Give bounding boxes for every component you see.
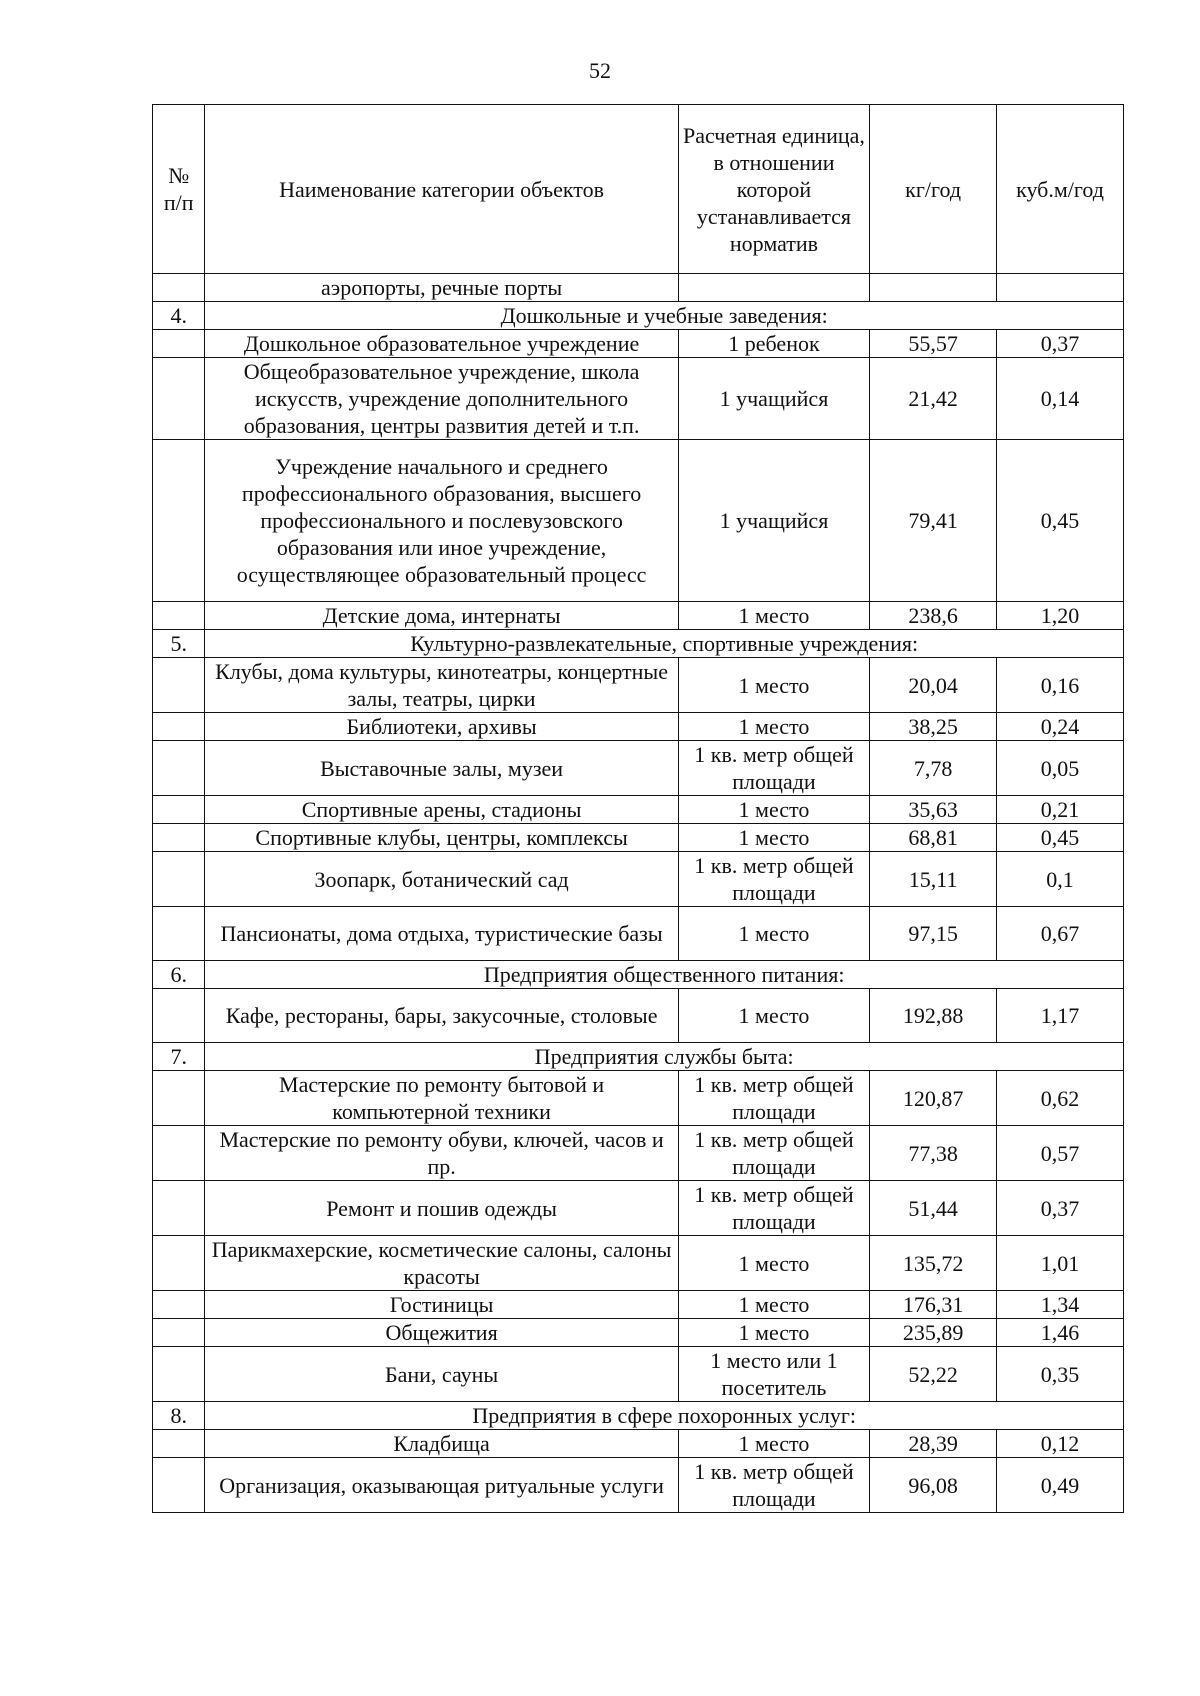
cell-m3: 0,05: [997, 741, 1124, 796]
table-row: [153, 989, 1124, 1043]
header-name: Наименование категории объектов: [205, 105, 678, 274]
table-row: [153, 1291, 1124, 1319]
header-kg: кг/год: [870, 105, 997, 274]
cell-num: [153, 713, 205, 741]
cell-unit: 1 кв. метр общей площади: [678, 741, 869, 796]
cell-unit: 1 кв. метр общей площади: [678, 1126, 869, 1181]
cell-unit: 1 место или 1 посетитель: [678, 1347, 869, 1402]
cell-num: [153, 1319, 205, 1347]
cell-kg: 28,39: [870, 1430, 997, 1458]
cell-kg: 238,6: [870, 602, 997, 630]
table-row: [153, 274, 1124, 302]
cell-name: Мастерские по ремонту обуви, ключей, часов и пр.: [205, 1126, 678, 1181]
cell-num: [153, 1430, 205, 1458]
table-row: [153, 1347, 1124, 1402]
section-row: [153, 630, 1124, 658]
cell-kg: 68,81: [870, 824, 997, 852]
cell-unit: 1 место: [678, 907, 869, 961]
cell-num: [153, 1181, 205, 1236]
table-row: [153, 824, 1124, 852]
table-body: [153, 274, 1124, 1513]
cell-kg: 52,22: [870, 1347, 997, 1402]
cell-num: [153, 274, 205, 302]
cell-m3: [997, 274, 1124, 302]
cell-unit: 1 место: [678, 658, 869, 713]
cell-unit: 1 кв. метр общей площади: [678, 1071, 869, 1126]
cell-m3: 0,45: [997, 440, 1124, 602]
table-row: [153, 658, 1124, 713]
table-row: [153, 440, 1124, 602]
cell-kg: 235,89: [870, 1319, 997, 1347]
cell-num: [153, 796, 205, 824]
section-number: 8.: [153, 1402, 205, 1430]
section-number: 4.: [153, 302, 205, 330]
section-title: Предприятия службы быта:: [205, 1043, 1124, 1071]
section-number: 6.: [153, 961, 205, 989]
cell-m3: 1,01: [997, 1236, 1124, 1291]
header-m3: куб.м/год: [997, 105, 1124, 274]
cell-kg: 21,42: [870, 358, 997, 440]
cell-name: Детские дома, интернаты: [205, 602, 678, 630]
cell-name: Общежития: [205, 1319, 678, 1347]
table-row: [153, 1319, 1124, 1347]
cell-m3: 0,14: [997, 358, 1124, 440]
cell-unit: 1 кв. метр общей площади: [678, 1181, 869, 1236]
cell-unit: 1 место: [678, 713, 869, 741]
table-row: [153, 1126, 1124, 1181]
cell-m3: 1,17: [997, 989, 1124, 1043]
cell-m3: 0,49: [997, 1458, 1124, 1513]
section-row: [153, 302, 1124, 330]
section-number: 5.: [153, 630, 205, 658]
cell-kg: 120,87: [870, 1071, 997, 1126]
cell-num: [153, 852, 205, 907]
page-number: 52: [589, 58, 611, 83]
table-header-row: [153, 105, 1124, 274]
table-row: [153, 796, 1124, 824]
cell-unit: 1 кв. метр общей площади: [678, 852, 869, 907]
cell-kg: 96,08: [870, 1458, 997, 1513]
cell-unit: 1 учащийся: [678, 440, 869, 602]
cell-m3: 0,16: [997, 658, 1124, 713]
cell-m3: 0,35: [997, 1347, 1124, 1402]
section-row: [153, 1043, 1124, 1071]
cell-unit: 1 место: [678, 989, 869, 1043]
section-row: [153, 1402, 1124, 1430]
cell-m3: 0,24: [997, 713, 1124, 741]
cell-name: Учреждение начального и среднего профессионального образования, высшего профессионального и послевузовского образования или иное учреждение, осуществляющее образовательный процесс: [205, 440, 678, 602]
cell-num: [153, 1291, 205, 1319]
cell-num: [153, 602, 205, 630]
cell-unit: 1 кв. метр общей площади: [678, 1458, 869, 1513]
section-row: [153, 961, 1124, 989]
table-row: [153, 358, 1124, 440]
cell-unit: 1 место: [678, 602, 869, 630]
cell-m3: 1,46: [997, 1319, 1124, 1347]
cell-m3: 0,37: [997, 1181, 1124, 1236]
cell-num: [153, 741, 205, 796]
cell-num: [153, 330, 205, 358]
cell-unit: 1 учащийся: [678, 358, 869, 440]
cell-num: [153, 440, 205, 602]
table-row: [153, 713, 1124, 741]
table-row: [153, 1181, 1124, 1236]
cell-unit: 1 место: [678, 1319, 869, 1347]
cell-name: Бани, сауны: [205, 1347, 678, 1402]
cell-num: [153, 1236, 205, 1291]
table-row: [153, 741, 1124, 796]
cell-kg: 192,88: [870, 989, 997, 1043]
cell-num: [153, 907, 205, 961]
table-row: [153, 330, 1124, 358]
cell-unit: [678, 274, 869, 302]
section-title: Предприятия в сфере похоронных услуг:: [205, 1402, 1124, 1430]
cell-unit: 1 место: [678, 824, 869, 852]
cell-name: Выставочные залы, музеи: [205, 741, 678, 796]
cell-kg: 176,31: [870, 1291, 997, 1319]
cell-unit: 1 место: [678, 1430, 869, 1458]
cell-m3: 0,67: [997, 907, 1124, 961]
cell-name: Спортивные арены, стадионы: [205, 796, 678, 824]
cell-m3: 0,37: [997, 330, 1124, 358]
section-title: Культурно-развлекательные, спортивные учреждения:: [205, 630, 1124, 658]
cell-name: Мастерские по ремонту бытовой и компьютерной техники: [205, 1071, 678, 1126]
cell-name: Ремонт и пошив одежды: [205, 1181, 678, 1236]
cell-unit: 1 место: [678, 796, 869, 824]
cell-name: Организация, оказывающая ритуальные услуги: [205, 1458, 678, 1513]
cell-kg: 7,78: [870, 741, 997, 796]
cell-kg: 15,11: [870, 852, 997, 907]
cell-num: [153, 358, 205, 440]
cell-name: Парикмахерские, косметические салоны, салоны красоты: [205, 1236, 678, 1291]
cell-name: Кладбища: [205, 1430, 678, 1458]
section-title: Предприятия общественного питания:: [205, 961, 1124, 989]
cell-m3: 0,45: [997, 824, 1124, 852]
cell-num: [153, 989, 205, 1043]
cell-name: аэропорты, речные порты: [205, 274, 678, 302]
norms-table: [152, 104, 1124, 1513]
table-row: [153, 907, 1124, 961]
cell-kg: 20,04: [870, 658, 997, 713]
cell-num: [153, 1071, 205, 1126]
header-unit: Расчетная единица, в отношении которой устанавливается норматив: [678, 105, 869, 274]
table-row: [153, 1430, 1124, 1458]
table-row: [153, 852, 1124, 907]
section-title: Дошкольные и учебные заведения:: [205, 302, 1124, 330]
cell-kg: [870, 274, 997, 302]
cell-name: Пансионаты, дома отдыха, туристические базы: [205, 907, 678, 961]
table-row: [153, 1458, 1124, 1513]
cell-kg: 97,15: [870, 907, 997, 961]
cell-name: Гостиницы: [205, 1291, 678, 1319]
cell-num: [153, 658, 205, 713]
cell-kg: 77,38: [870, 1126, 997, 1181]
cell-m3: 0,1: [997, 852, 1124, 907]
cell-name: Клубы, дома культуры, кинотеатры, концертные залы, театры, цирки: [205, 658, 678, 713]
cell-name: Библиотеки, архивы: [205, 713, 678, 741]
cell-name: Спортивные клубы, центры, комплексы: [205, 824, 678, 852]
cell-num: [153, 1347, 205, 1402]
cell-unit: 1 место: [678, 1236, 869, 1291]
cell-m3: 0,12: [997, 1430, 1124, 1458]
cell-name: Зоопарк, ботанический сад: [205, 852, 678, 907]
cell-m3: 0,62: [997, 1071, 1124, 1126]
table-row: [153, 1236, 1124, 1291]
cell-num: [153, 824, 205, 852]
cell-m3: 1,20: [997, 602, 1124, 630]
cell-kg: 55,57: [870, 330, 997, 358]
header-num: № п/п: [153, 105, 205, 274]
cell-kg: 51,44: [870, 1181, 997, 1236]
table-row: [153, 602, 1124, 630]
cell-kg: 38,25: [870, 713, 997, 741]
cell-kg: 79,41: [870, 440, 997, 602]
cell-m3: 1,34: [997, 1291, 1124, 1319]
cell-m3: 0,57: [997, 1126, 1124, 1181]
table-row: [153, 1071, 1124, 1126]
cell-kg: 35,63: [870, 796, 997, 824]
cell-num: [153, 1458, 205, 1513]
cell-kg: 135,72: [870, 1236, 997, 1291]
cell-num: [153, 1126, 205, 1181]
cell-unit: 1 ребенок: [678, 330, 869, 358]
section-number: 7.: [153, 1043, 205, 1071]
cell-m3: 0,21: [997, 796, 1124, 824]
cell-name: Общеобразовательное учреждение, школа искусств, учреждение дополнительного образования, центры развития детей и т.п.: [205, 358, 678, 440]
cell-name: Кафе, рестораны, бары, закусочные, столовые: [205, 989, 678, 1043]
cell-name: Дошкольное образовательное учреждение: [205, 330, 678, 358]
cell-unit: 1 место: [678, 1291, 869, 1319]
